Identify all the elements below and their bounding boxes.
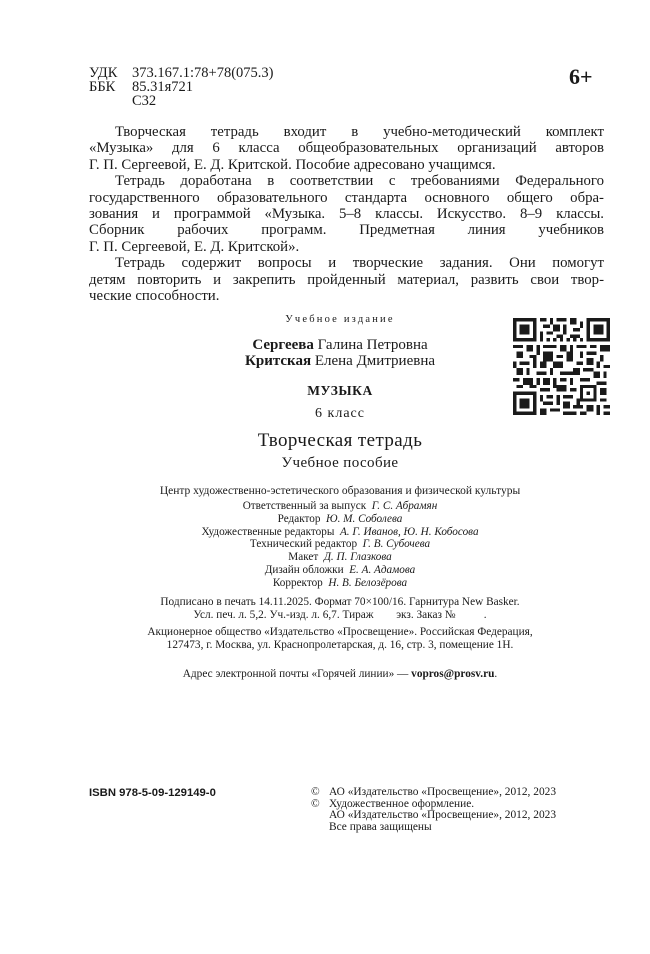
copyright-text: АО «Издательство «Просвещение», 2012, 2023 xyxy=(329,809,557,822)
credit-name: Ю. М. Соболева xyxy=(326,512,403,525)
text-line: Тетрадь доработана в соответствии с требованиями Федерального xyxy=(115,173,604,190)
credit-line xyxy=(110,577,570,590)
copyright-spacer xyxy=(311,810,329,822)
udk-label: УДК xyxy=(89,65,118,81)
print-info xyxy=(80,596,600,622)
credit-name: Г. С. Абрамян xyxy=(371,500,438,512)
hotline xyxy=(80,668,600,681)
text-line: зования и программой «Музыка. 5–8 классы. Искусство. 8–9 классы. xyxy=(89,206,604,223)
text-line: Г. П. Сергеевой, Е. Д. Критской. Пособие адресовано учащимся. xyxy=(89,156,496,173)
credit-line xyxy=(110,564,570,577)
udk-line xyxy=(89,66,274,80)
udk-value: 373.167.1:78+78(075.3) xyxy=(132,65,274,81)
author-mark-line xyxy=(89,94,274,108)
text-line: «Музыка» для 6 класса общеобразовательных организаций авторов xyxy=(89,140,604,157)
author-surname: Сергеева xyxy=(252,337,314,353)
credit-role: Технический редактор xyxy=(249,538,358,551)
authors xyxy=(110,337,570,369)
credit-role: Макет xyxy=(288,551,319,564)
text-line: Тетрадь содержит вопросы и творческие задания. Они помогут xyxy=(115,255,604,272)
credit-name: А. Г. Иванов, Ю. Н. Кобосова xyxy=(339,525,479,538)
classification-codes xyxy=(89,66,274,109)
text-line: Творческая тетрадь входит в учебно-методический комплект xyxy=(115,124,604,140)
credit-name: Г. В. Субочева xyxy=(362,538,431,551)
credit-name: Д. П. Глазкова xyxy=(323,551,392,564)
isbn: ISBN 978-5-09-129149-0 xyxy=(89,787,216,799)
book-subtitle: Учебное пособие xyxy=(281,455,399,471)
hotline-email-link[interactable]: vopros@prosv.ru xyxy=(411,668,495,680)
author-mark-label xyxy=(89,94,132,108)
copyright-spacer xyxy=(311,822,329,834)
credit-line xyxy=(110,551,570,564)
credit-role: Ответственный за выпуск xyxy=(242,500,367,512)
copyright-block xyxy=(311,787,556,833)
text-line: Сборник рабочих программ. Предметная линия учебников xyxy=(89,222,604,239)
credit-line xyxy=(110,513,570,526)
qr-code-icon xyxy=(513,318,610,415)
print-line: Усл. печ. л. 5,2. Уч.-изд. л. 6,7. Тираж экз. Заказ № . xyxy=(193,609,487,621)
annotation-paragraph-1 xyxy=(89,124,604,173)
publisher-info xyxy=(70,626,610,652)
text-line: Г. П. Сергеевой, Е. Д. Критской». xyxy=(89,238,300,255)
hotline-end: . xyxy=(494,668,498,680)
subject-title: МУЗЫКА xyxy=(307,383,373,398)
text-line: детям повторить и закрепить пройденный материал, развить свои твор- xyxy=(89,271,604,288)
copyright-text: Художественное оформление. xyxy=(329,797,475,810)
author-mark-value: С32 xyxy=(132,93,157,110)
annotation-paragraph-3 xyxy=(89,255,604,304)
credit-role: Редактор xyxy=(277,512,321,525)
text-line: государственного образовательного стандарта основного общего обра- xyxy=(89,189,604,206)
age-rating: 6+ xyxy=(569,64,593,89)
publisher-line: 127473, г. Москва, ул. Краснопролетарская, д. 16, стр. 3, помещение 1Н. xyxy=(166,639,514,651)
publisher-line: Акционерное общество «Издательство «Просвещение». Российская Федерация, xyxy=(147,626,533,638)
author-given-name: Галина Петровна xyxy=(317,337,428,353)
edition-type: Учебное издание xyxy=(285,314,395,325)
bbk-value: 85.31я721 xyxy=(132,79,194,96)
print-line: Подписано в печать 14.11.2025. Формат 70×100/16. Гарнитура New Basker. xyxy=(160,596,520,608)
text-line: ческие способности. xyxy=(89,288,220,305)
bbk-label: ББК xyxy=(89,79,116,96)
publishing-center: Центр художественно-эстетического образования и физической культуры xyxy=(159,485,521,497)
credit-name: Е. А. Адамова xyxy=(349,563,416,576)
copyright-icon: © xyxy=(311,797,320,810)
hotline-label: Адрес электронной почты «Горячей линии» — xyxy=(182,668,412,680)
annotation xyxy=(89,124,604,304)
author-2 xyxy=(110,353,570,369)
grade: 6 класс xyxy=(315,406,365,421)
copyright-icon: © xyxy=(311,786,320,798)
credits-list xyxy=(110,500,570,590)
copyright-text: АО «Издательство «Просвещение», 2012, 2023 xyxy=(329,786,557,798)
credit-role: Корректор xyxy=(272,576,323,589)
copyright-line xyxy=(311,787,556,799)
book-title: Творческая тетрадь xyxy=(257,430,423,451)
author-surname: Критская xyxy=(244,353,312,369)
annotation-paragraph-2 xyxy=(89,173,604,255)
author-1 xyxy=(110,337,570,353)
credit-line xyxy=(110,526,570,539)
author-given-name: Елена Дмитриевна xyxy=(314,353,436,369)
copyright-line xyxy=(311,822,556,834)
rights-reserved-text: Все права защищены xyxy=(329,820,432,833)
credit-role: Дизайн обложки xyxy=(264,563,344,576)
credit-line xyxy=(110,500,570,513)
credit-role: Художественные редакторы xyxy=(201,525,335,538)
credit-name: Н. В. Белозёрова xyxy=(328,576,408,589)
bbk-line xyxy=(89,80,274,94)
credit-line xyxy=(110,538,570,551)
